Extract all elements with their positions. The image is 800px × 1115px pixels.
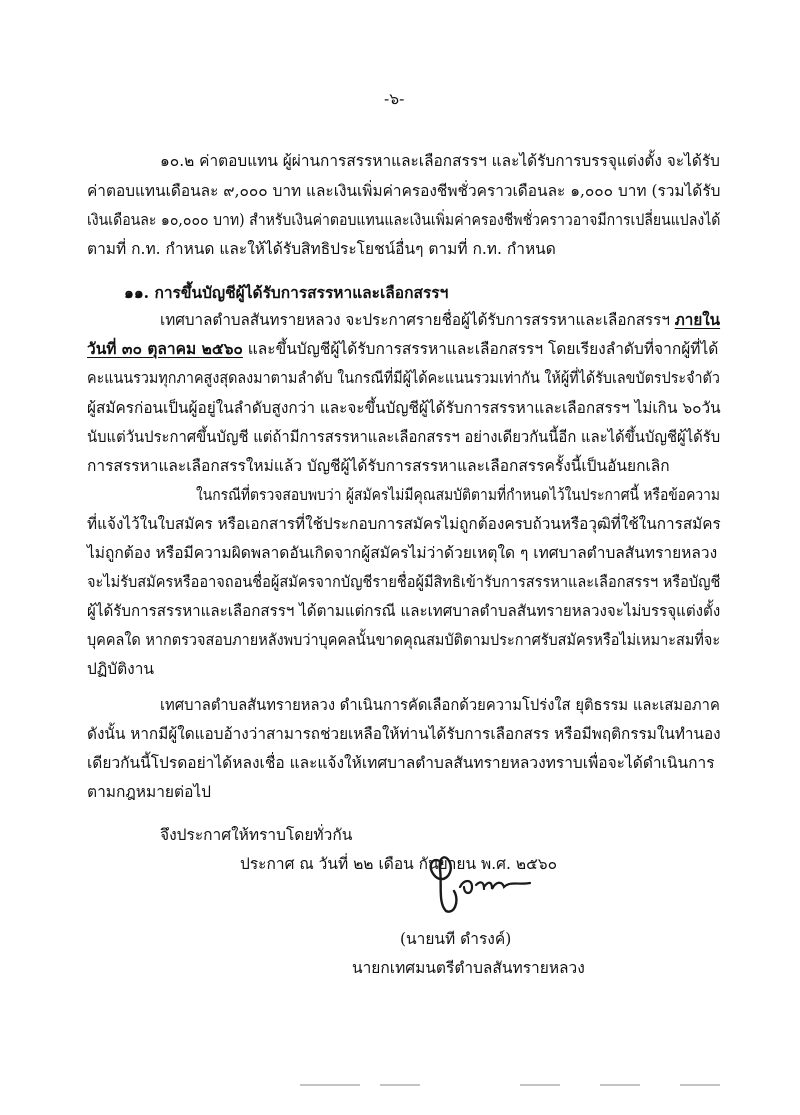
section-11-heading: ๑๑. การขึ้นบัญชีผู้ได้รับการสรรหาและเลือกสรรฯ (124, 283, 449, 302)
section-11-p3-line-4: ตามกฎหมายต่อไป (87, 783, 212, 801)
section-11-p3-line-2: ดังนั้น หากมีผู้ใดแอบอ้างว่าสามารถช่วยเหลือให้ท่านได้รับการเลือกสรร หรือมีพฤติกรรมในทำนอง (87, 725, 721, 743)
section-11-p2-line-2: ที่แจ้งไว้ในใบสมัคร หรือเอกสารที่ใช้ประกอบการสมัครไม่ถูกต้องครบถ้วนหรือวุฒิที่ใช้ในการสมัคร (87, 515, 721, 533)
p1-deadline-emphasis-a: ภายใน (674, 310, 721, 329)
p1-line2-text: และขึ้นบัญชีผู้ได้รับการสรรหาและเลือกสรรฯ โดยเรียงลำดับที่จากผู้ที่ได้ (242, 340, 719, 358)
signature-image (420, 845, 550, 915)
section-11-p1-line-5: นับแต่วันประกาศขึ้นบัญชี แต่ถ้ามีการสรรหาและเลือกสรรฯ อย่างเดียวกันนี้อีก และได้ขึ้นบัญชีผู้ได้รับ (87, 428, 721, 446)
section-11-p3-line-3: เดียวกันนี้โปรดอย่าได้หลงเชื่อ และแจ้งให้เทศบาลตำบลสันทรายหลวงทราบเพื่อจะได้ดำเนินการ (87, 754, 715, 772)
section-11-p2-line-4: จะไม่รับสมัครหรืออาจถอนชื่อผู้สมัครจากบัญชีรายชื่อผู้มีสิทธิเข้ารับการสรรหาและเลือกสรรฯ หรือบัญชี (87, 573, 721, 591)
section-11-p3-line-1: เทศบาลตำบลสันทรายหลวง ดำเนินการคัดเลือกด้วยความโปร่งใส ยุติธรรม และเสมอภาค (160, 696, 720, 714)
announcement-date: ประกาศ ณ วันที่ ๒๒ เดือน กันยายน พ.ศ. ๒๕๖๐ (240, 855, 558, 873)
section-11-p1-line-4: ผู้สมัครก่อนเป็นผู้อยู่ในลำดับสูงกว่า และจะขึ้นบัญชีผู้ได้รับการสรรหาและเลือกสรรฯ ไม่เกิน ๖๐วัน (87, 399, 721, 417)
section-11-p2-line-1: ในกรณีที่ตรวจสอบพบว่า ผู้สมัครไม่มีคุณสมบัติตามที่กำหนดไว้ในประกาศนี้ หรือข้อความ (196, 486, 721, 504)
section-10-2-line-4: ตามที่ ก.ท. กำหนด และให้ได้รับสิทธิประโยชน์อื่นๆ ตามที่ ก.ท. กำหนด (87, 240, 556, 258)
signer-name: (นายนที ดำรงค์) (400, 930, 512, 948)
section-11-p2-line-3: ไม่ถูกต้อง หรือมีความผิดพลาดอันเกิดจากผู้สมัครไม่ว่าด้วยเหตุใด ๆ เทศบาลตำบลสันทรายหลวง (87, 544, 718, 562)
announcement-closing: จึงประกาศให้ทราบโดยทั่วกัน (160, 826, 353, 844)
section-11-p2-line-5: ผู้ได้รับการสรรหาและเลือกสรรฯ ได้ตามแต่กรณี และเทศบาลตำบลสันทรายหลวงจะไม่บรรจุแต่งตั้ง (87, 602, 721, 620)
section-11-p1-line-3: คะแนนรวมทุกภาคสูงสุดลงมาตามลำดับ ในกรณีที่มีผู้ได้คะแนนรวมเท่ากัน ให้ผู้ที่ได้รับเลขบัตรประจำตัว (87, 369, 720, 387)
scan-edge-marks (0, 1080, 800, 1090)
section-11-p1-line-1 (160, 309, 720, 331)
section-11-p1-line-2 (87, 338, 718, 360)
section-10-2-line-2: ค่าตอบแทนเดือนละ ๙,๐๐๐ บาท และเงินเพิ่มค่าครองชีพชั่วคราวเดือนละ ๑,๐๐๐ บาท (รวมได้รับ (87, 182, 721, 200)
section-11-p2-line-6: บุคคลใด หากตรวจสอบภายหลังพบว่าบุคคลนั้นขาดคุณสมบัติตามประกาศรับสมัครหรือไม่เหมาะสมที่จะ (87, 631, 721, 649)
section-11-p1-line-6: การสรรหาและเลือกสรรใหม่แล้ว บัญชีผู้ได้รับการสรรหาและเลือกสรรครั้งนี้เป็นอันยกเลิก (87, 457, 670, 475)
p1-deadline-emphasis-b: วันที่ ๓๐ ตุลาคม ๒๕๖๐ (87, 339, 243, 358)
p1-line1-text: เทศบาลตำบลสันทรายหลวง จะประกาศรายชื่อผู้ได้รับการสรรหาและเลือกสรรฯ (160, 311, 675, 329)
section-11-p2-line-7: ปฏิบัติงาน (87, 660, 155, 678)
page-number: -๖- (384, 90, 405, 108)
section-10-2-line-3: เงินเดือนละ ๑๐,๐๐๐ บาท) สำหรับเงินค่าตอบแทนและเงินเพิ่มค่าครองชีพชั่วคราวอาจมีการเปลี่ยนแปลงได้ (87, 211, 721, 229)
signer-title: นายกเทศมนตรีตำบลสันทรายหลวง (352, 959, 585, 977)
section-10-2-line-1: ๑๐.๒ ค่าตอบแทน ผู้ผ่านการสรรหาและเลือกสรรฯ และได้รับการบรรจุแต่งตั้ง จะได้รับ (160, 152, 720, 170)
